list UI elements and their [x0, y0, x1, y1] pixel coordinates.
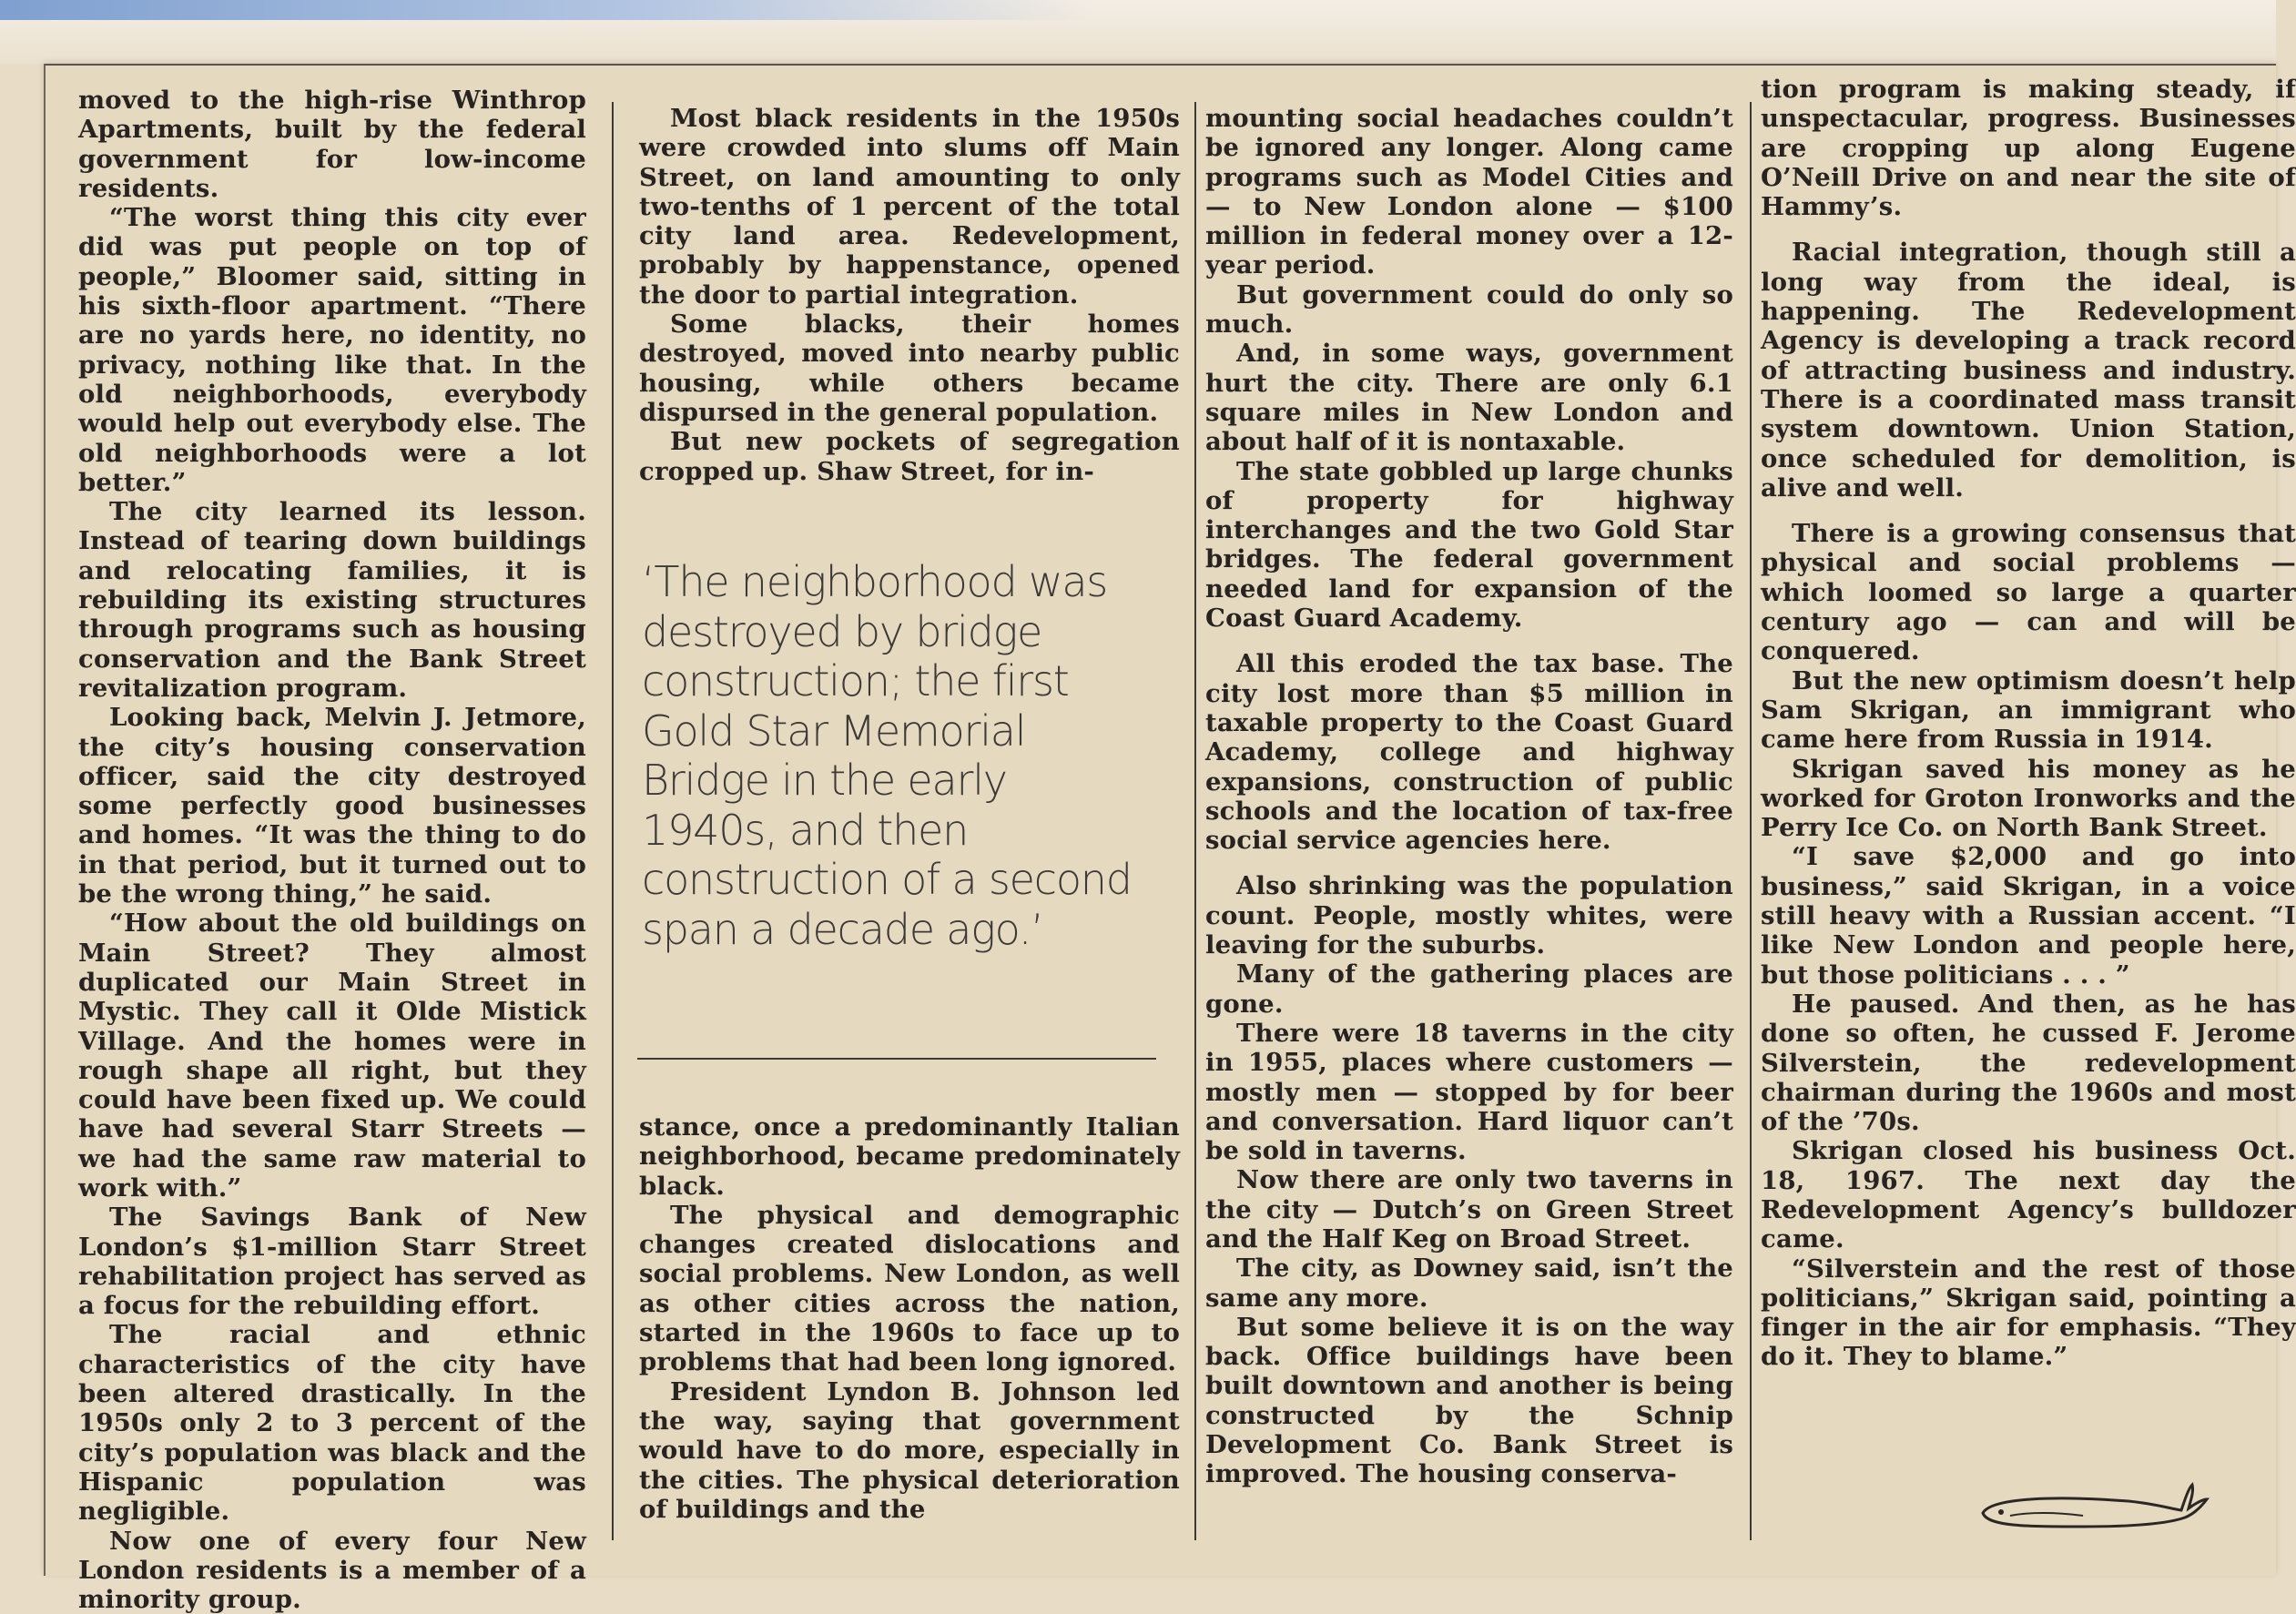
paragraph: moved to the high-rise Winthrop Apartments, built by the federal government for low-income residents. [78, 86, 586, 203]
paragraph: Some blacks, their homes destroyed, moved into nearby public housing, while others became dispursed in the general population. [639, 310, 1180, 427]
paragraph: “The worst thing this city ever did was put people on top of people,” Bloomer said, sitting in his sixth-floor apartment. “There are no yards here, no identity, no privacy, nothing like that. In the old neighborhoods, everybody would help out everybody else. The old neighborhoods were a lot better.” [78, 203, 586, 497]
pull-quote: ‘The neighborhood was destroyed by bridge construction; the first Gold Star Memorial Bridge in the early 1940s, and then construction of a second span a decade ago.’ [642, 557, 1132, 954]
paragraph: stance, once a predominantly Italian neighborhood, became predominately black. [639, 1112, 1180, 1201]
paragraph: President Lyndon B. Johnson led the way, saying that government would have to do more, especially in the cities. The physical deterioration of buildings and the [639, 1376, 1180, 1524]
column-divider [612, 102, 614, 1540]
paragraph: mounting social headaches couldn’t be ignored any longer. Along came programs such as Model Cities and — to New London alone — $100 million in federal money over a 12-year period. [1205, 104, 1733, 280]
column-2-top [639, 104, 1180, 486]
paragraph: But government could do only so much. [1205, 279, 1733, 340]
paragraph: The racial and ethnic characteristics of the city have been altered drastically. In the 1950s only 2 to 3 percent of the city’s population was black and the Hispanic population was negligible. [78, 1320, 586, 1527]
paragraph: He paused. And then, as he has done so often, he cussed F. Jerome Silverstein, the redevelopment chairman during the 1960s and most of the ’70s. [1761, 989, 2296, 1137]
column-1 [78, 86, 586, 1614]
column-divider [1194, 102, 1196, 1540]
column-4 [1761, 75, 2296, 1372]
paragraph: Skrigan saved his money as he worked for Groton Ironworks and the Perry Ice Co. on North Bank Street. [1761, 754, 2296, 843]
paragraph: Now one of every four New London residents is a member of a minority group. [78, 1526, 586, 1614]
paragraph: “Silverstein and the rest of those politicians,” Skrigan said, pointing a finger in the air for emphasis. “They do it. They to blame.” [1761, 1254, 2296, 1372]
paragraph: tion program is making steady, if unspectacular, progress. Businesses are cropping up along Eugene O’Neill Drive on and near the site of Hammy’s. [1761, 75, 2296, 222]
paragraph: All this eroded the tax base. The city lost more than $5 million in taxable property to the Coast Guard Academy, college and highway expansions, construction of public schools and the location of tax-free social service agencies here. [1205, 649, 1733, 856]
paragraph: There were 18 taverns in the city in 1955, places where customers — mostly men — stopped by for beer and conversation. Hard liquor can’t be sold in taverns. [1205, 1018, 1733, 1166]
paragraph: “I save $2,000 and go into business,” said Skrigan, in a voice still heavy with a Russian accent. “I like New London and people here, but those politicians . . . ” [1761, 842, 2296, 990]
paragraph: Skrigan closed his business Oct. 18, 1967. The next day the Redevelopment Agency’s bulldozer came. [1761, 1136, 2296, 1254]
paragraph: “How about the old buildings on Main Street? They almost duplicated our Main Street in Mystic. They call it Olde Mistick Village. And the homes were in rough shape all right, but they could have been fixed up. We could have had several Starr Streets — we had the same raw material to work with.” [78, 909, 586, 1203]
column-3 [1205, 104, 1733, 1489]
pull-quote-rule [637, 1058, 1156, 1060]
paragraph: The Savings Bank of New London’s $1-million Starr Street rehabilitation project has served as a focus for the rebuilding effort. [78, 1203, 586, 1321]
paragraph: Looking back, Melvin J. Jetmore, the city’s housing conservation officer, said the city destroyed some perfectly good businesses and homes. “It was the thing to do in that period, but it turned out to be the wrong thing,” he said. [78, 703, 586, 909]
newspaper-clipping [44, 64, 2296, 1614]
paragraph: The city learned its lesson. Instead of tearing down buildings and relocating families, it is rebuilding its existing structures through programs such as housing conservation and the Bank Street revitalization program. [78, 497, 586, 703]
paragraph: Most black residents in the 1950s were crowded into slums off Main Street, on land amounting to only two-tenths of 1 percent of the total city land area. Redevelopment, probably by happenstance, opened the door to partial integration. [639, 104, 1180, 310]
paragraph: Now there are only two taverns in the city — Dutch’s on Green Street and the Half Keg on Broad Street. [1205, 1165, 1733, 1254]
column-divider [1750, 102, 1752, 1540]
column-2-bottom [639, 1112, 1180, 1524]
paragraph: But some believe it is on the way back. Office buildings have been built downtown and another is being constructed by the Schnip Development Co. Bank Street is improved. The housing conserva- [1205, 1312, 1733, 1489]
paragraph: There is a growing consensus that physical and social problems — which loomed so large a quarter century ago — can and will be conquered. [1761, 519, 2296, 666]
paragraph: But new pockets of segregation cropped up. Shaw Street, for in- [639, 427, 1180, 486]
background-blue-strip [0, 0, 1092, 20]
paragraph: Many of the gathering places are gone. [1205, 959, 1733, 1019]
paragraph: But the new optimism doesn’t help Sam Skrigan, an immigrant who came here from Russia in 1914. [1761, 665, 2296, 755]
paragraph: Also shrinking was the population count. People, mostly whites, were leaving for the suburbs. [1205, 871, 1733, 960]
paragraph: The city, as Downey said, isn’t the same any more. [1205, 1254, 1733, 1313]
paragraph: The state gobbled up large chunks of property for highway interchanges and the two Gold Star bridges. The federal government needed land for expansion of the Coast Guard Academy. [1205, 456, 1733, 634]
paragraph: And, in some ways, government hurt the city. There are only 6.1 square miles in New London and about half of it is nontaxable. [1205, 339, 1733, 457]
paragraph: Racial integration, though still a long way from the ideal, is happening. The Redevelopment Agency is developing a track record of attracting business and industry. There is a coordinated mass transit system downtown. Union Station, once scheduled for demolition, is alive and well. [1761, 238, 2296, 502]
whale-end-mark-icon [1974, 1472, 2210, 1545]
paragraph: The physical and demographic changes created dislocations and social problems. New London, as well as other cities across the nation, started in the 1960s to face up to problems that had been long ignored. [639, 1200, 1180, 1377]
